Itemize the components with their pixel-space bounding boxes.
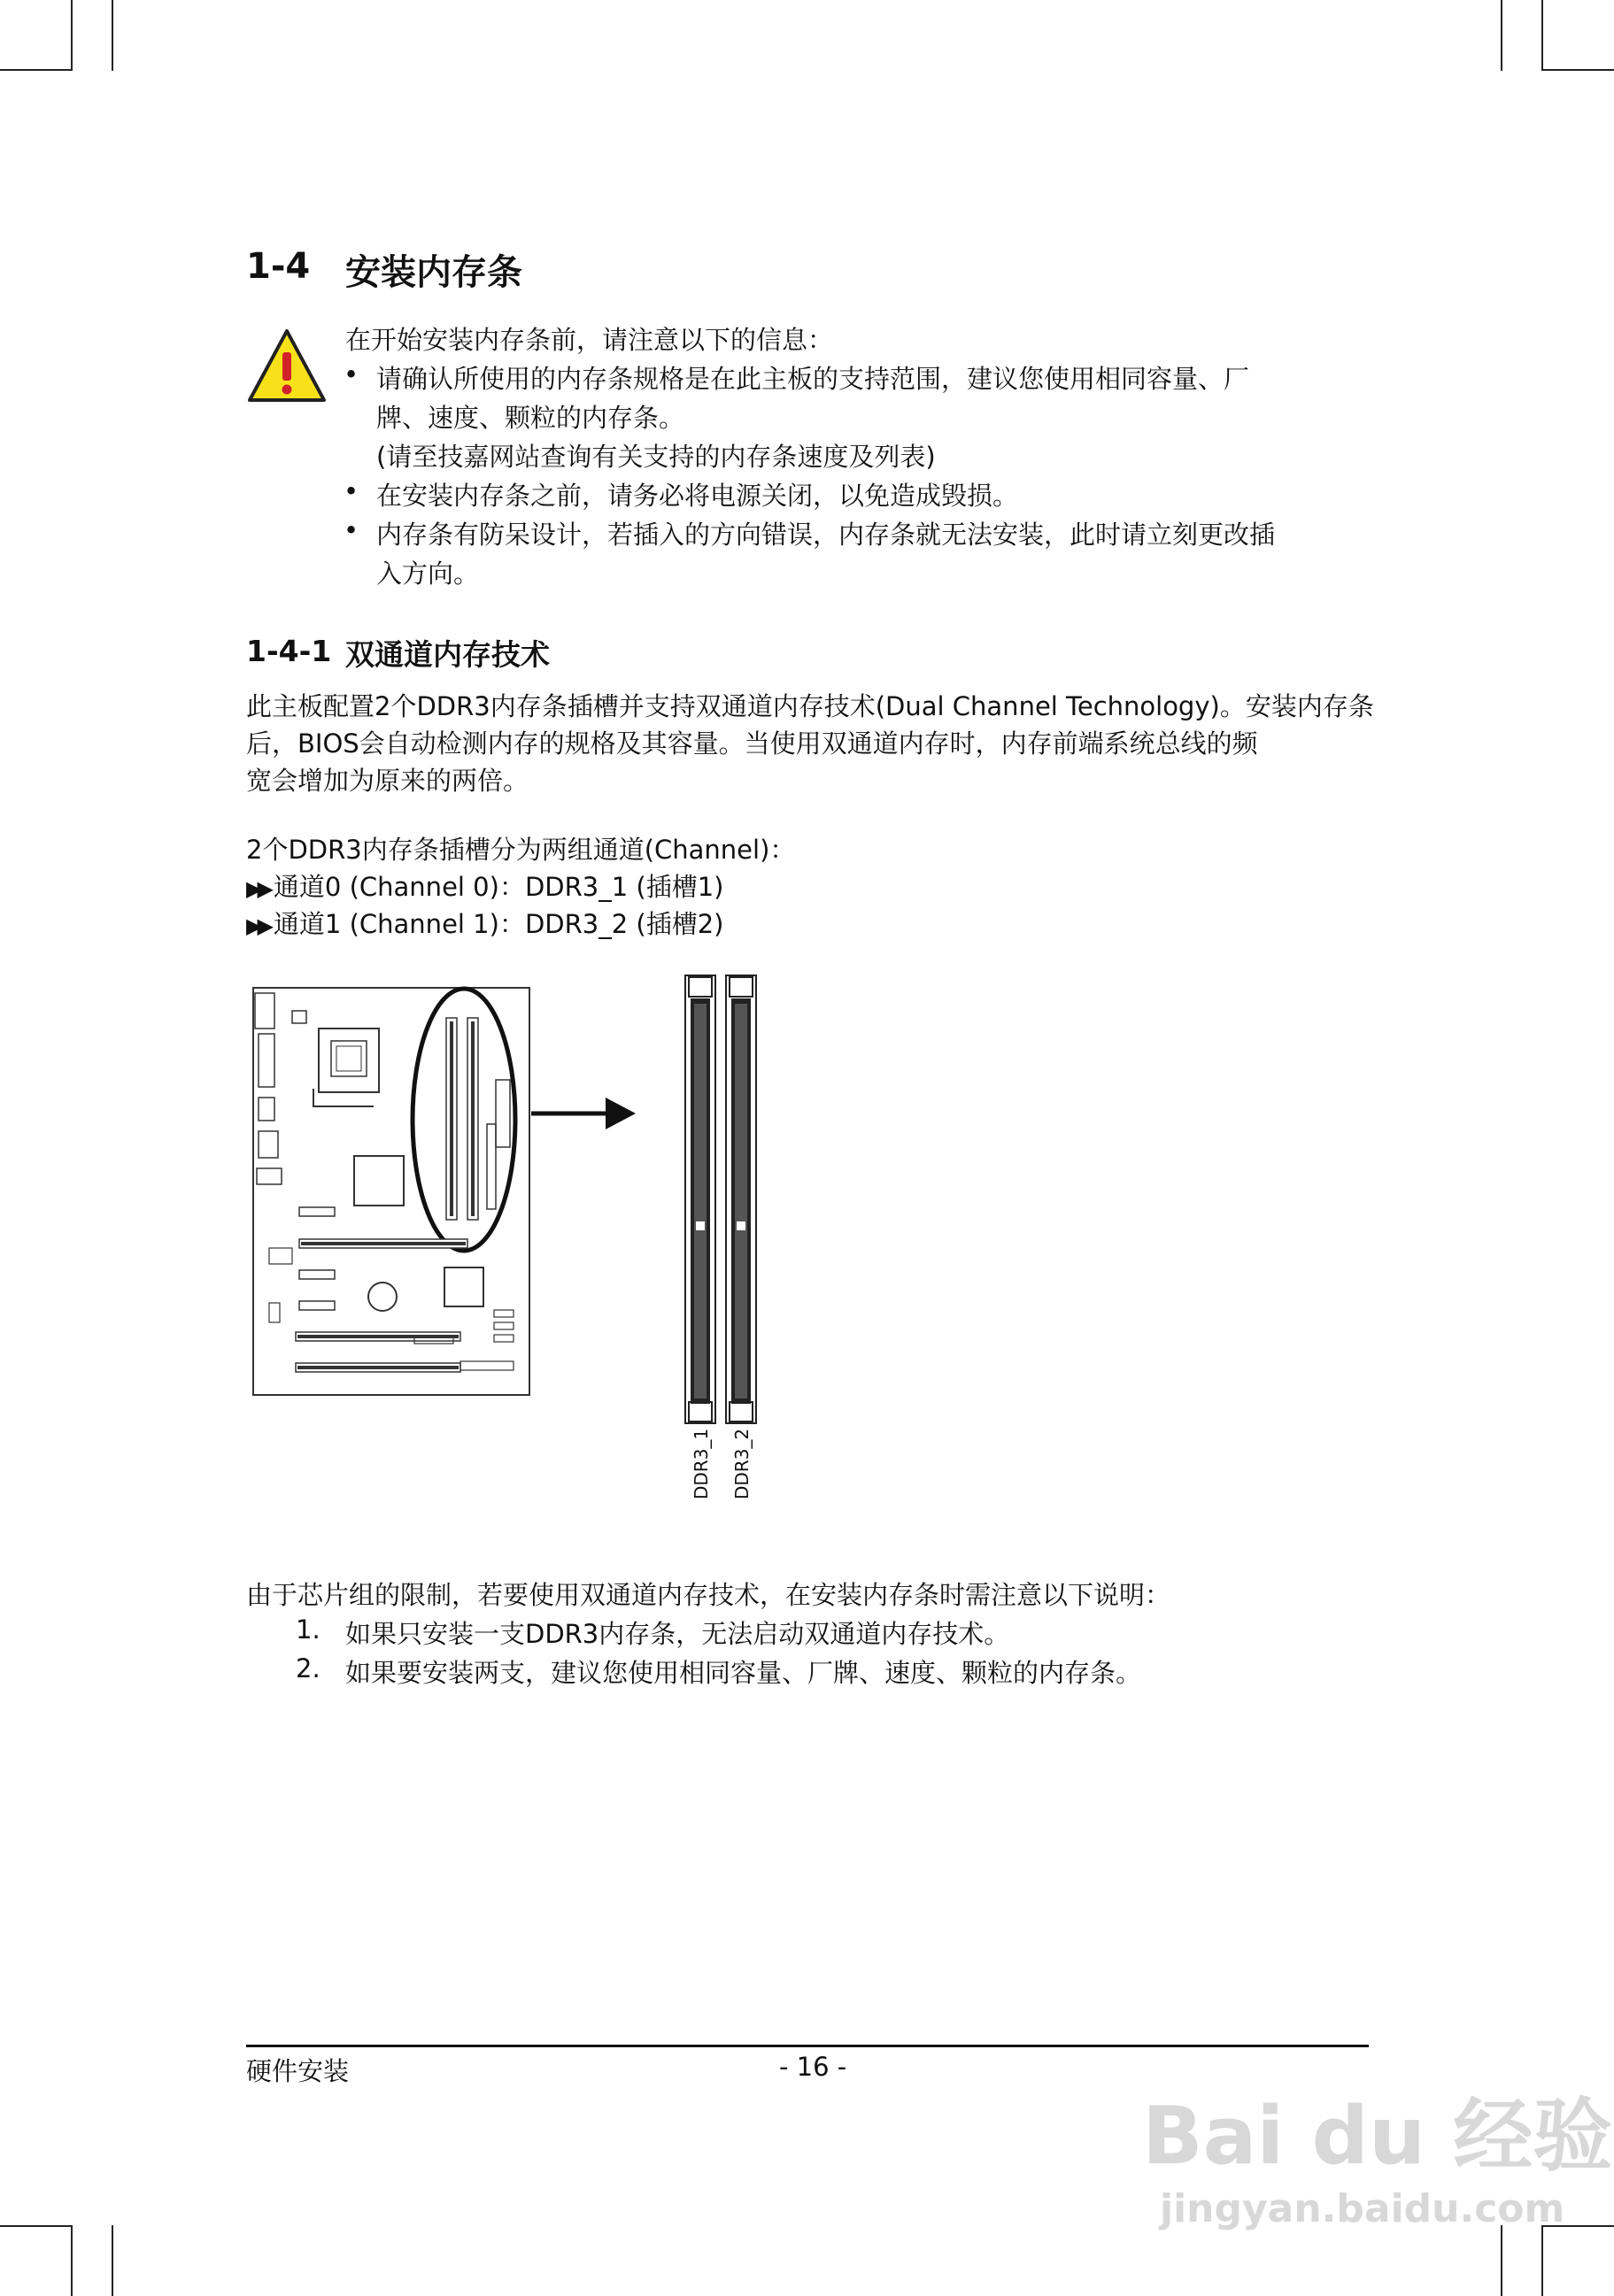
watermark-brand: Bai du 经验	[1142, 2090, 1613, 2183]
slot-label-ddr3-2: DDR3_2	[731, 1428, 753, 1499]
channel-1	[246, 905, 723, 941]
para-line-2: 后，BIOS会自动检测内存的规格及其容量。当使用双通道内存时，内存前端系统总线的频	[246, 728, 1258, 759]
crop-mark	[112, 2225, 113, 2296]
warning-block	[0, 0, 1614, 620]
crop-mark	[1541, 2225, 1543, 2296]
limit-intro: 由于芯片组的限制，若要使用双通道内存技术，在安装内存条时需注意以下说明：	[246, 1580, 1171, 1610]
crop-mark	[1501, 2225, 1502, 2296]
channel-1-text: 通道1 (Channel 1)：DDR3_2 (插槽2)	[273, 909, 724, 939]
footer-rule	[246, 2045, 1369, 2047]
bullet-dot: •	[344, 359, 359, 389]
bullet-1-line1: 请确认所使用的内存条规格是在此主板的支持范围，建议您使用相同容量、厂	[376, 364, 1250, 394]
motherboard-diagram	[250, 982, 542, 1406]
bullet-dot: •	[344, 476, 359, 506]
channel-0-text: 通道0 (Channel 0)：DDR3_1 (插槽1)	[273, 872, 724, 902]
limit-1-text: 如果只安装一支DDR3内存条，无法启动双通道内存技术。	[345, 1619, 1010, 1649]
footer-section-label: 硬件安装	[246, 2056, 350, 2086]
bullet-2-line1: 在安装内存条之前，请务必将电源关闭，以免造成毁损。	[376, 481, 1019, 511]
limit-2-num: 2.	[296, 1653, 320, 1683]
bullet-dot: •	[344, 515, 359, 545]
watermark-url: jingyan.baidu.com	[1160, 2186, 1565, 2231]
limit-2-text: 如果要安装两支，建议您使用相同容量、厂牌、速度、颗粒的内存条。	[345, 1658, 1142, 1688]
section-number: 1-4	[246, 246, 311, 287]
channel-0	[246, 867, 723, 904]
subsection-title: 双通道内存技术	[345, 637, 550, 672]
slot-label-ddr3-1: DDR3_1	[691, 1428, 712, 1499]
limit-1-num: 1.	[296, 1614, 320, 1645]
para-line-1: 此主板配置2个DDR3内存条插槽并支持双通道内存技术(Dual Channel Technology)。安装内存条	[246, 691, 1374, 721]
bullet-3-line2: 入方向。	[376, 559, 480, 589]
warning-intro: 在开始安装内存条前，请注意以下的信息：	[345, 325, 834, 355]
page-number: - 16 -	[779, 2052, 847, 2082]
bullet-1-line2: 牌、速度、颗粒的内存条。	[376, 403, 685, 433]
channel-intro: 2个DDR3内存条插槽分为两组通道(Channel)：	[246, 835, 796, 865]
dimm-slots-closeup	[682, 974, 761, 1429]
subsection-number: 1-4-1	[246, 634, 332, 668]
bullet-3-line1: 内存条有防呆设计，若插入的方向错误，内存条就无法安装，此时请立刻更改插	[376, 520, 1276, 550]
double-arrow-icon: ▶▶	[246, 913, 268, 938]
section-title: 安装内存条	[345, 252, 522, 293]
double-arrow-icon: ▶▶	[246, 876, 268, 901]
crop-mark	[0, 2225, 71, 2227]
crop-mark	[71, 2225, 73, 2296]
bullet-1-line3: (请至技嘉网站查询有关支持的内存条速度及列表)	[376, 442, 936, 472]
para-line-3: 宽会增加为原来的两倍。	[246, 766, 529, 796]
pointer-arrow	[531, 1094, 637, 1136]
